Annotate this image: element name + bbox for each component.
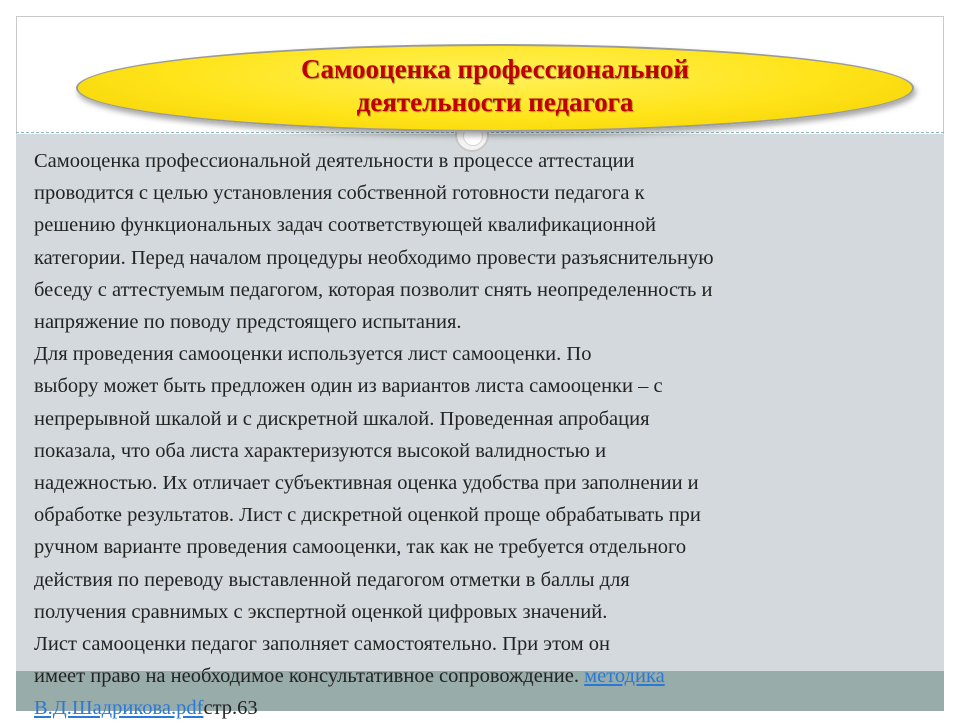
body-line: напряжение по поводу предстоящего испытания. [34, 311, 462, 334]
body-line: решению функциональных задач соответствующей квалификационной [34, 214, 656, 237]
body-line: беседу с аттестуемым педагогом, которая позволит снять неопределенность и [34, 278, 713, 301]
document-link-part-2[interactable]: В.Д.Шадрикова.pdf [34, 697, 204, 720]
body-line-text: имеет право на необходимое консультативное сопровождение. [34, 665, 580, 688]
page-reference: стр.63 [203, 697, 258, 720]
body-line: проводится с целью установления собственной готовности педагога к [34, 182, 645, 205]
body-line: действия по переводу выставленной педагогом отметки в баллы для [34, 568, 630, 591]
body-line: категории. Перед началом процедуры необходимо провести разъяснительную [34, 246, 714, 269]
body-line: получения сравнимых с экспертной оценкой цифровых значений. [34, 600, 608, 623]
document-link-part-1[interactable]: методика [584, 665, 665, 688]
body-text [34, 145, 934, 725]
title-banner [76, 44, 914, 132]
title-line-1: Самооценка профессиональной [301, 54, 689, 84]
body-line: ручном варианте проведения самооценки, так как не требуется отдельного [34, 536, 687, 559]
body-line: показала, что оба листа характеризуются высокой валидностью и [34, 439, 607, 462]
body-line: выбору может быть предложен один из вариантов листа самооценки – с [34, 375, 663, 398]
body-line-with-link [34, 660, 934, 692]
body-line: надежностью. Их отличает субъективная оценка удобства при заполнении и [34, 472, 699, 495]
slide-title [301, 53, 689, 119]
body-line: Самооценка профессиональной деятельности в процессе аттестации [34, 150, 635, 172]
title-line-2: деятельности педагога [356, 87, 634, 117]
body-line: непрерывной шкалой и с дискретной шкалой. Проведенная апробация [34, 407, 650, 430]
body-line: обработке результатов. Лист с дискретной оценкой проще обрабатывать при [34, 504, 701, 527]
body-line: Для проведения самооценки используется лист самооценки. По [34, 343, 592, 366]
body-line: Лист самооценки педагог заполняет самостоятельно. При этом он [34, 633, 610, 656]
